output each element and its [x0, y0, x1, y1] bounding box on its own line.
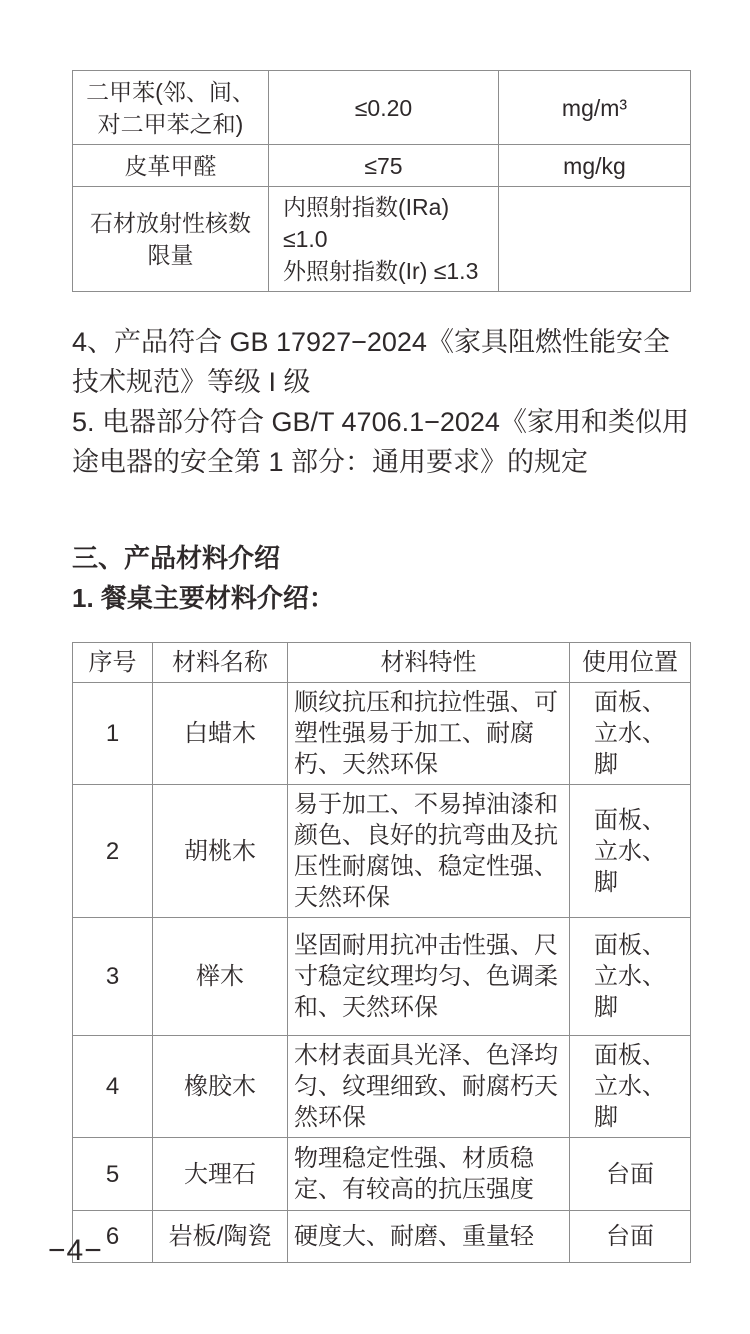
- limit-unit-cell: [499, 187, 691, 292]
- cell-line: 外照射指数(Ir) ≤1.3: [283, 258, 479, 284]
- material-feature-cell: 物理稳定性强、材质稳定、有较高的抗压强度: [288, 1138, 570, 1211]
- cell-line: 立水、: [594, 837, 666, 865]
- cell-line: 对二甲苯之和): [97, 110, 244, 137]
- use-position-cell: [570, 1036, 691, 1138]
- material-name-cell: 岩板/陶瓷: [153, 1211, 288, 1263]
- material-feature-cell: 硬度大、耐磨、重量轻: [288, 1211, 570, 1263]
- cell-line: 面板、: [594, 932, 666, 959]
- cell-line: 脚: [594, 1104, 618, 1131]
- position-lines: [594, 1040, 666, 1133]
- limit-unit-cell: mg/kg: [499, 145, 691, 187]
- limit-item-cell: 皮革甲醛: [73, 145, 269, 187]
- material-name-cell: 榉木: [153, 918, 288, 1036]
- material-name-cell: 白蜡木: [153, 683, 288, 785]
- table-row: [73, 145, 691, 187]
- cell-line: 立水、: [594, 963, 666, 990]
- limit-unit-cell: mg/m³: [499, 71, 691, 145]
- material-feature-cell: 顺纹抗压和抗拉性强、可塑性强易于加工、耐腐朽、天然环保: [288, 683, 570, 785]
- table-row: [73, 187, 691, 292]
- material-feature-cell: 木材表面具光泽、色泽均匀、纹理细致、耐腐朽天然环保: [288, 1036, 570, 1138]
- limit-value-cell: ≤75: [269, 145, 499, 187]
- cell-line: 面板、: [594, 1042, 666, 1069]
- section-heading: 三、产品材料介绍: [72, 543, 281, 573]
- paragraph-item-5: 5. 电器部分符合 GB/T 4706.1−2024《家用和类似用途电器的安全第 1 部分：通用要求》的规定: [72, 407, 689, 477]
- page-number: −4−: [48, 1234, 103, 1267]
- material-name-cell: 胡桃木: [153, 785, 288, 918]
- paragraph-item-4: 4、产品符合 GB 17927−2024《家具阻燃性能安全技术规范》等级 I 级: [72, 327, 670, 397]
- limits-table: [72, 70, 691, 292]
- cell-line: 面板、: [594, 806, 666, 834]
- no-cell: 4: [73, 1036, 153, 1138]
- cell-line: 脚: [594, 868, 618, 896]
- column-header-feature: 材料特性: [288, 643, 570, 683]
- cell-line: 内照射指数(IRa) ≤1.0: [283, 194, 450, 252]
- table-row: [73, 918, 691, 1036]
- cell-line: 面板、: [594, 689, 666, 716]
- table-row: [73, 1211, 691, 1263]
- section-subheading: 1. 餐桌主要材料介绍：: [72, 583, 335, 613]
- use-position-cell: [570, 785, 691, 918]
- table-row: [73, 1036, 691, 1138]
- use-position-cell: [570, 683, 691, 785]
- limit-value-cell: [269, 187, 499, 292]
- use-position-cell: 台面: [570, 1211, 691, 1263]
- no-cell: 2: [73, 785, 153, 918]
- compliance-paragraphs: [72, 322, 690, 482]
- use-position-cell: 台面: [570, 1138, 691, 1211]
- material-name-cell: 橡胶木: [153, 1036, 288, 1138]
- cell-line: 立水、: [594, 720, 666, 747]
- cell-line: 脚: [594, 751, 618, 778]
- limit-item-cell: [73, 71, 269, 145]
- no-cell: 6: [73, 1211, 153, 1263]
- material-name-cell: 大理石: [153, 1138, 288, 1211]
- limit-item-cell: 石材放射性核数限量: [73, 187, 269, 292]
- use-position-cell: [570, 918, 691, 1036]
- no-cell: 5: [73, 1138, 153, 1211]
- material-feature-cell: 易于加工、不易掉油漆和颜色、良好的抗弯曲及抗压性耐腐蚀、稳定性强、天然环保: [288, 785, 570, 918]
- table-row: [73, 71, 691, 145]
- position-lines: [594, 805, 666, 898]
- table-header-row: [73, 643, 691, 683]
- cell-line: 二甲苯(邻、间、: [86, 78, 255, 105]
- limit-value-cell: ≤0.20: [269, 71, 499, 145]
- cell-line: 脚: [594, 994, 618, 1021]
- table-row: [73, 683, 691, 785]
- material-feature-cell: 坚固耐用抗冲击性强、尺寸稳定纹理均匀、色调柔和、天然环保: [288, 918, 570, 1036]
- table-row: [73, 785, 691, 918]
- cell-line: 立水、: [594, 1073, 666, 1100]
- position-lines: [594, 687, 666, 780]
- no-cell: 1: [73, 683, 153, 785]
- no-cell: 3: [73, 918, 153, 1036]
- column-header-position: 使用位置: [570, 643, 691, 683]
- table-row: [73, 1138, 691, 1211]
- column-header-name: 材料名称: [153, 643, 288, 683]
- page-content: [72, 0, 690, 1263]
- materials-table: [72, 642, 691, 1263]
- position-lines: [594, 930, 666, 1023]
- column-header-no: 序号: [73, 643, 153, 683]
